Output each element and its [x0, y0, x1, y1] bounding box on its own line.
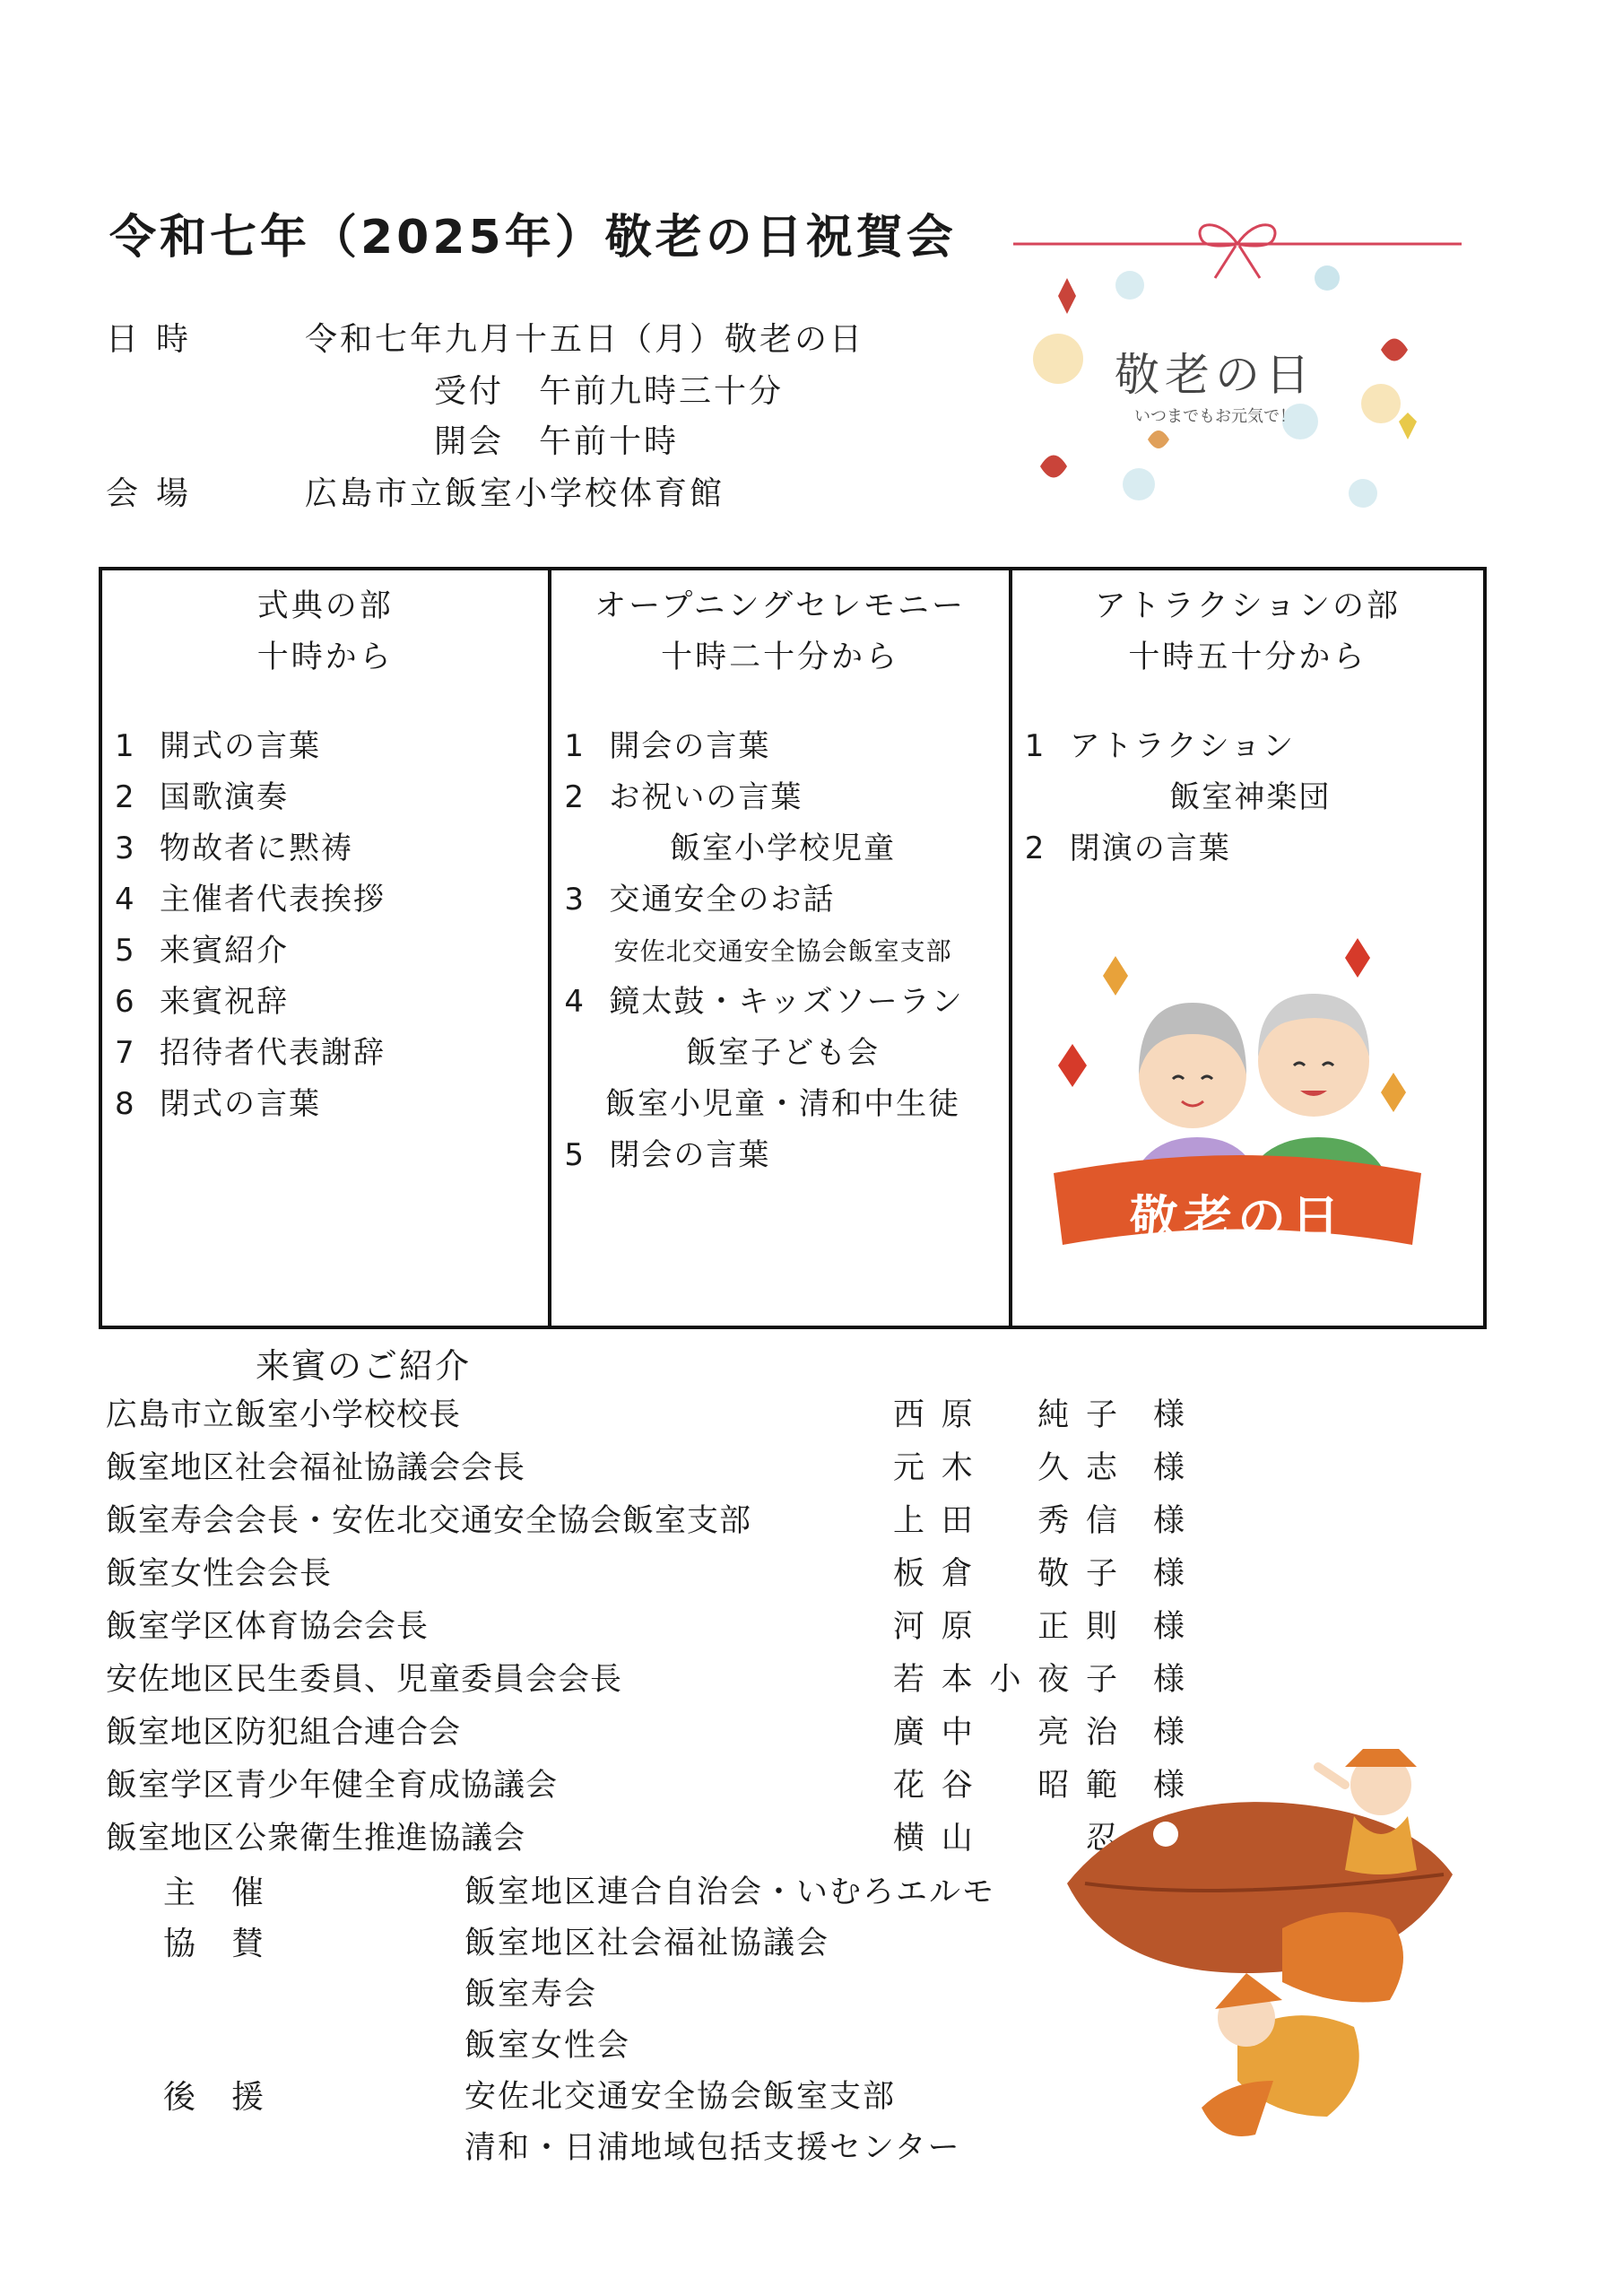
leaf-children-illustration [1058, 1749, 1471, 2197]
guest-name: 西原 純子 [893, 1397, 1117, 1433]
guest-organization: 飯室地区社会福祉協議会会長 [106, 1450, 526, 1486]
honorific: 様 [1153, 1556, 1186, 1592]
list-item: 5 来賓紹介 [115, 933, 289, 969]
list-item: 6 来賓祝辞 [115, 984, 289, 1020]
list-item: 4 鏡太鼓・キッズソーラン [564, 984, 964, 1020]
date-label: 日時 [106, 321, 207, 358]
list-item-sub: 飯室小児童・清和中生徒 [605, 1086, 961, 1122]
list-item: 1 アトラクション [1024, 728, 1296, 764]
guest-name: 若本小夜子 [893, 1662, 1117, 1698]
list-item-sub: 安佐北交通安全協会飯室支部 [613, 936, 952, 966]
banner-text: 敬老の日 [1130, 1190, 1345, 1247]
card-title: 敬老の日 [1115, 349, 1315, 401]
keiro-card-illustration [1004, 242, 1417, 538]
guests-heading: 来賓のご紹介 [256, 1346, 472, 1386]
venue-value: 広島市立飯室小学校体育館 [305, 475, 725, 512]
guest-organization: 飯室女性会会長 [106, 1556, 333, 1592]
honorific: 様 [1153, 1503, 1186, 1539]
guest-organization: 飯室地区公衆衛生推進協議会 [106, 1821, 526, 1857]
list-item-sub: 飯室小学校児童 [670, 831, 897, 866]
guest-name: 横山 忍 [893, 1821, 1117, 1857]
list-item: 2 国歌演奏 [115, 779, 289, 815]
guest-organization: 広島市立飯室小学校校長 [106, 1397, 462, 1433]
list-item: 1 開式の言葉 [115, 728, 321, 764]
ceremony-time: 十時から [256, 639, 394, 675]
attraction-time: 十時五十分から [1128, 639, 1367, 675]
list-item: 5 閉会の言葉 [564, 1137, 771, 1173]
date-value: 令和七年九月十五日（月）敬老の日 [305, 321, 865, 358]
opening-time: 十時二十分から [661, 639, 900, 675]
guest-organization: 飯室学区青少年健全育成協議会 [106, 1768, 559, 1804]
list-item: 1 開会の言葉 [564, 728, 771, 764]
guest-organization: 飯室地区防犯組合連合会 [106, 1715, 462, 1751]
page-title: 令和七年（2025年）敬老の日祝賀会 [109, 211, 957, 265]
guest-name: 上田 秀信 [893, 1503, 1117, 1539]
card-subtitle: いつまでもお元気で！ [1134, 407, 1296, 426]
list-item: 3 交通安全のお話 [564, 882, 836, 918]
list-item: 2 閉演の言葉 [1024, 831, 1231, 866]
guest-name: 花谷 昭範 [893, 1768, 1117, 1804]
guest-name: 廣中 亮治 [893, 1715, 1117, 1751]
host-value: 飯室地区連合自治会・いむろエルモ [464, 1874, 996, 1910]
support-value: 飯室寿会 [464, 1977, 598, 2013]
list-item: 4 主催者代表挨拶 [115, 882, 386, 918]
ceremony-column [102, 570, 548, 1326]
honorific: 様 [1153, 1397, 1186, 1433]
list-item-sub: 飯室神楽団 [1169, 779, 1332, 815]
backing-value: 清和・日浦地域包括支援センター [464, 2130, 961, 2166]
list-item: 8 閉式の言葉 [115, 1086, 321, 1122]
opening-heading: オープニングセレモニー [595, 588, 966, 624]
honorific: 様 [1153, 1609, 1186, 1645]
list-item: 7 招待者代表謝辞 [115, 1035, 386, 1071]
support-value: 飯室地区社会福祉協議会 [464, 1926, 830, 1961]
honorific: 様 [1153, 1768, 1186, 1804]
attraction-heading: アトラクションの部 [1094, 588, 1402, 624]
list-item-sub: 飯室子ども会 [686, 1035, 881, 1071]
honorific: 様 [1153, 1715, 1186, 1751]
guest-name: 元木 久志 [893, 1450, 1117, 1486]
support-label: 協賛 [163, 1926, 300, 1962]
ceremony-heading: 式典の部 [256, 588, 394, 624]
list-item: 3 物故者に黙祷 [115, 831, 353, 866]
guest-name: 河原 正則 [893, 1609, 1117, 1645]
backing-label: 後援 [163, 2079, 300, 2116]
guest-organization: 飯室寿会会長・安佐北交通安全協会飯室支部 [106, 1503, 752, 1539]
guest-organization: 飯室学区体育協会会長 [106, 1609, 430, 1645]
guest-organization: 安佐地区民生委員、児童委員会会長 [106, 1662, 623, 1698]
list-item: 2 お祝いの言葉 [564, 779, 803, 815]
opening-time: 開会 午前十時 [434, 423, 680, 460]
honorific: 様 [1153, 1450, 1186, 1486]
opening-column [548, 570, 1008, 1326]
support-value: 飯室女性会 [464, 2028, 631, 2064]
reception-time: 受付 午前九時三十分 [434, 373, 785, 410]
venue-label: 会場 [106, 475, 207, 512]
host-label: 主催 [163, 1874, 300, 1911]
elderly-couple-illustration [1040, 931, 1435, 1272]
guest-name: 板倉 敬子 [893, 1556, 1117, 1592]
backing-value: 安佐北交通安全協会飯室支部 [464, 2079, 897, 2115]
honorific: 様 [1153, 1662, 1186, 1698]
